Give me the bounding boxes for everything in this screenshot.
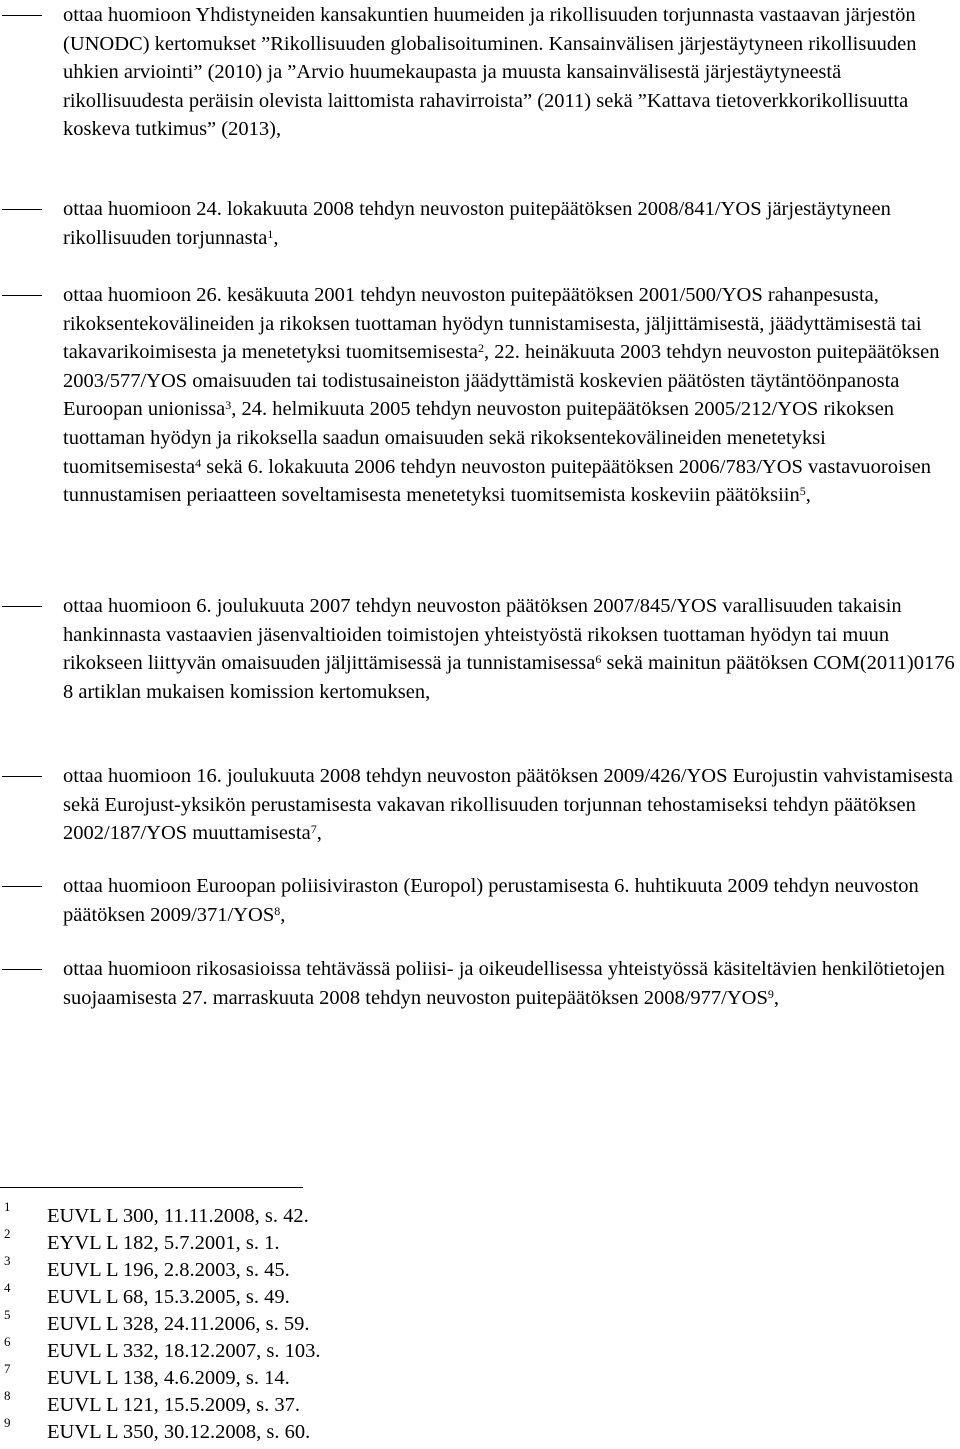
footnote-text: EYVL L 182, 5.7.2001, s. 1.	[47, 1232, 280, 1254]
dash-bullet	[2, 15, 42, 16]
footnote-ref[interactable]: 1	[267, 226, 274, 241]
footnote	[0, 1361, 960, 1395]
item-text: ottaa huomioon 24. lokakuuta 2008 tehdyn neuvoston puitepäätöksen 2008/841/YOS järjestäytyneen rikollisuuden torjunnasta$^1$,	[63, 198, 891, 249]
footnote-text: EUVL L 68, 15.3.2005, s. 49.	[47, 1286, 290, 1308]
dash-bullet	[2, 209, 42, 210]
footnote	[0, 1253, 960, 1287]
footnote-number: 9	[4, 1415, 11, 1430]
footnote-number: 4	[4, 1280, 11, 1295]
footnote-number: 7	[4, 1361, 11, 1376]
footnote	[0, 1307, 960, 1341]
footnote-separator	[0, 1187, 303, 1188]
item-text: ottaa huomioon Yhdistyneiden kansakuntien huumeiden ja rikollisuuden torjunnasta vastaavan järjestön (UNODC) kertomukset ”Rikollisuuden globalisoituminen. Kansainvälisen järjestäytyneen rikollisuuden uhkien arviointi” (2010) ja ”Arvio huumekaupasta ja muusta kansainvälisestä järjestäytyneestä rikollisuudesta peräisin olevista laittomista rahavirroista” (2011) sekä ”Kattava tietoverkkorikollisuutta koskeva tutkimus” (2013),	[63, 4, 917, 141]
footnote-ref[interactable]: 8	[274, 903, 281, 918]
footnote-text: EUVL L 350, 30.12.2008, s. 60.	[47, 1421, 311, 1443]
footnote-number: 1	[4, 1199, 11, 1214]
footnote-text: EUVL L 196, 2.8.2003, s. 45.	[47, 1259, 290, 1281]
footnote-number: 8	[4, 1388, 11, 1403]
footnote-number: 3	[4, 1253, 11, 1268]
footnote-text: EUVL L 121, 15.5.2009, s. 37.	[47, 1394, 301, 1416]
footnote-text: EUVL L 332, 18.12.2007, s. 103.	[47, 1340, 321, 1362]
dash-bullet	[2, 886, 42, 887]
footnote	[0, 1199, 960, 1233]
footnote-text: EUVL L 300, 11.11.2008, s. 42.	[47, 1205, 309, 1227]
item-text: ottaa huomioon 16. joulukuuta 2008 tehdyn neuvoston päätöksen 2009/426/YOS Eurojustin vahvistamisesta sekä Eurojust-yksikön perustamisesta vakavan rikollisuuden torjunnan tehostamiseksi tehdyn päätöksen 2002/187/YOS muuttamisesta$^7$,	[63, 765, 953, 845]
footnote-text: EUVL L 328, 24.11.2006, s. 59.	[47, 1313, 310, 1335]
dash-bullet	[2, 295, 42, 296]
footnote-number: 2	[4, 1226, 11, 1241]
footnote	[0, 1280, 960, 1314]
footnote-ref[interactable]: 7	[310, 822, 317, 837]
item-text: ottaa huomioon rikosasioissa tehtävässä poliisi- ja oikeudellisessa yhteistyössä käsiteltävien henkilötietojen suojaamisesta 27. marraskuuta 2008 tehdyn neuvoston puitepäätöksen 2008/977/YOS$^9$,	[63, 958, 945, 1009]
footnote-ref[interactable]: 2	[478, 341, 485, 356]
footnote-ref[interactable]: 4	[195, 455, 202, 470]
item-text: ottaa huomioon Euroopan poliisiviraston (Europol) perustamisesta 6. huhtikuuta 2009 tehdyn neuvoston päätöksen 2009/371/YOS$^8$,	[63, 875, 919, 926]
footnote-number: 6	[4, 1334, 11, 1349]
dash-bullet	[2, 969, 42, 970]
footnote-ref[interactable]: 6	[595, 652, 602, 667]
dash-bullet	[2, 776, 42, 777]
footnote	[0, 1226, 960, 1260]
footnote	[0, 1388, 960, 1422]
dash-bullet	[2, 606, 42, 607]
footnote-number: 5	[4, 1307, 11, 1322]
footnote-ref[interactable]: 5	[799, 484, 806, 499]
footnote-ref[interactable]: 3	[225, 398, 232, 413]
footnote-text: EUVL L 138, 4.6.2009, s. 14.	[47, 1367, 290, 1389]
footnote-ref[interactable]: 9	[767, 986, 774, 1001]
footnote	[0, 1334, 960, 1368]
item-text: ottaa huomioon 6. joulukuuta 2007 tehdyn neuvoston päätöksen 2007/845/YOS varallisuuden takaisin hankinnasta vastaavien jäsenvaltioiden toimistojen yhteistyöstä rikoksen tuottaman hyödyn tai muun rikokseen liittyvän omaisuuden jäljittämisessä ja tunnistamisessa$^6$ sekä mainitun päätöksen COM(2011)0176 8 artiklan mukaisen komission kertomuksen,	[63, 595, 955, 703]
footnote	[0, 1415, 960, 1449]
item-text: ottaa huomioon 26. kesäkuuta 2001 tehdyn neuvoston puitepäätöksen 2001/500/YOS rahanpesusta, rikoksentekovälineiden ja rikoksen tuottaman hyödyn tunnistamisesta, jäljittämisestä, jäädyttämisestä tai takavarikoimisesta ja menetetyksi tuomitsemisesta$^2$, 22. heinäkuuta 2003 tehdyn neuvoston puitepäätöksen 2003/577/YOS omaisuuden tai todistusaineiston jäädyttämistä koskevien päätösten täytäntöönpanosta Euroopan unionissa$^3$, 24. helmikuuta 2005 tehdyn neuvoston puitepäätöksen 2005/212/YOS rikoksen tuottaman hyödyn ja rikoksella saadun omaisuuden sekä rikoksentekovälineiden menetetyksi tuomitsemisesta$^4$ sekä 6. lokakuuta 2006 tehdyn neuvoston puitepäätöksen 2006/783/YOS vastavuoroisen tunnustamisen periaatteen soveltamisesta menetetyksi tuomitsemista koskeviin päätöksiin$^5$,	[63, 284, 940, 507]
